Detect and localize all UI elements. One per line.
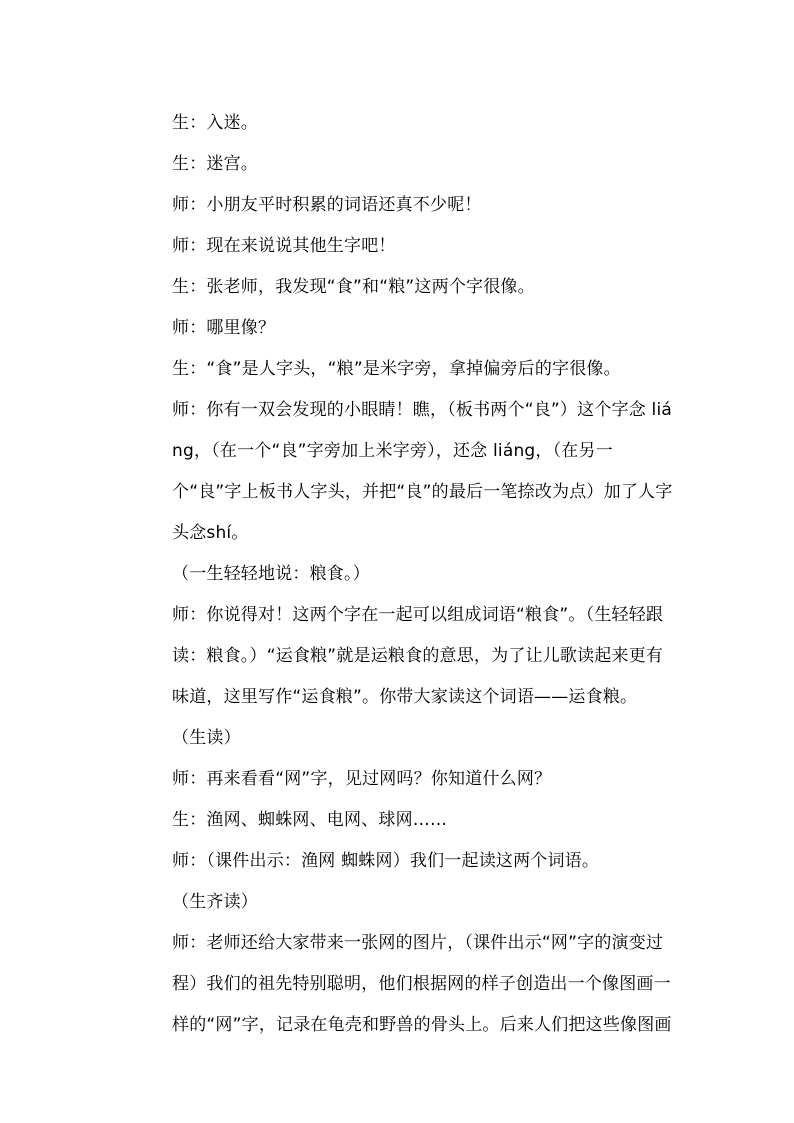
paragraph-9: （一生轻轻地说：粮食。） — [172, 564, 370, 584]
paragraph-11: （生读） — [172, 728, 241, 748]
paragraph-6: 师：哪里像？ — [172, 318, 276, 338]
paragraph-5: 生：张老师，我发现“食”和“粮”这两个字很像。 — [172, 277, 535, 297]
paragraph-15: （生齐读） — [172, 892, 258, 912]
paragraph-7: 生：“食”是人字头，“粮”是米字旁，拿掉偏旁后的字很像。 — [172, 359, 621, 379]
paragraph-4: 师：现在来说说其他生字吧！ — [172, 236, 396, 256]
paragraph-10: 师：你说得对！这两个字在一起可以组成词语“粮食”。（生轻轻跟读：粮食。）“运食粮”就是运粮食的意思，为了让儿歌读起来更有味道，这里写作“运食粮”。你带大家读这个词语——运食粮。 — [172, 605, 664, 707]
paragraph-8: 师：你有一双会发现的小眼睛！瞧，（板书两个“良”）这个字念 liáng，（在一个“良”字旁加上米字旁），还念 liáng，（在另一个“良”字上板书人字头，并把“良”的最后一笔捺改为点）加了人字头念shí。 — [172, 400, 673, 543]
paragraph-14: 师：（课件出示：渔网 蜘蛛网）我们一起读这两个词语。 — [172, 851, 600, 871]
paragraph-3: 师：小朋友平时积累的词语还真不少呢！ — [172, 195, 482, 215]
document-body — [172, 103, 680, 1046]
paragraph-16: 师：老师还给大家带来一张网的图片，（课件出示“网”字的演变过程）我们的祖先特别聪明，他们根据网的样子创造出一个像图画一样的“网”字，记录在龟壳和野兽的骨头上。后来人们把这些像图画 — [172, 933, 672, 1035]
paragraph-1: 生：入迷。 — [172, 113, 258, 133]
paragraph-13: 生：渔网、蜘蛛网、电网、球网…… — [172, 810, 448, 830]
paragraph-2: 生：迷宫。 — [172, 154, 258, 174]
paragraph-12: 师：再来看看“网”字，见过网吗？你知道什么网？ — [172, 769, 552, 789]
